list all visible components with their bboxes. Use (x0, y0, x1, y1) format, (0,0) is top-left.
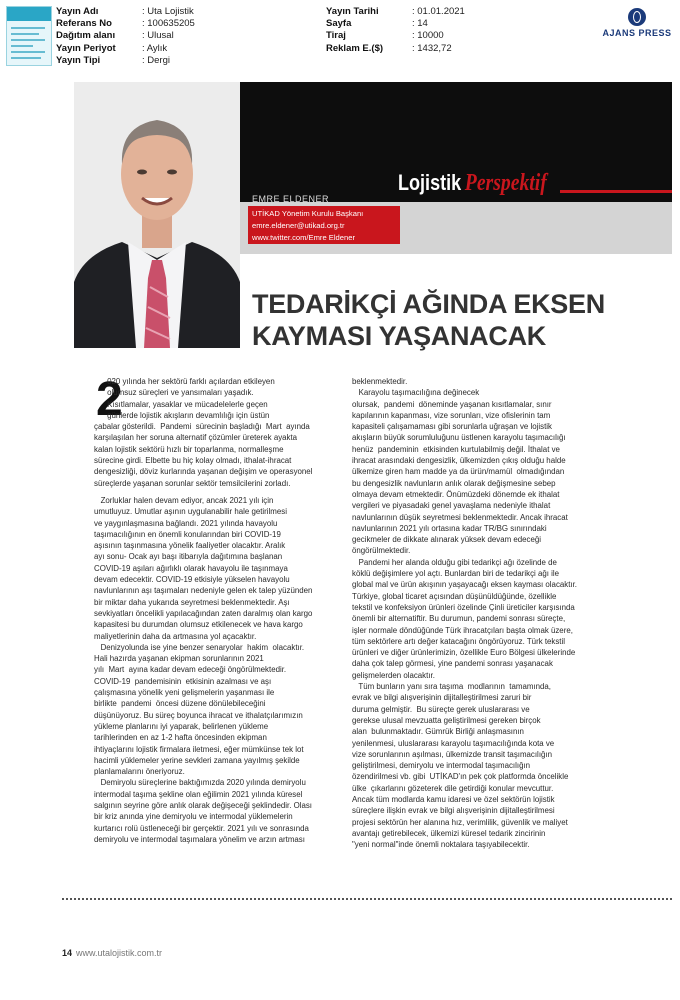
meta-label: Dağıtım alanı (56, 30, 116, 42)
body-text-line: henüz pandeminin etkisinden kurtulabilmiş değil. İthalat ve (352, 444, 560, 454)
footer-rule (62, 898, 672, 900)
body-text-line: beklenmektedir. (352, 377, 408, 386)
clipping-meta-right (326, 6, 465, 55)
body-text-line: demiryolu ve intermodal taşımalara yönelim ve arzın artması (94, 834, 305, 844)
page-footer (62, 948, 162, 958)
body-text-line: öngörülmektedir. (352, 546, 411, 556)
meta-label: Yayın Tarihi (326, 6, 379, 17)
body-text-line: günlerde lojistik akışların devamlılığı için üstün (94, 410, 270, 420)
body-text-line: "yeni normal"inde önemli noktalara taşıyabilecektir. (352, 840, 530, 850)
body-text-line: devam edecektir. COVID-19 etkisiyle yükselen havayolu (94, 575, 290, 585)
body-text-line: sürecine girdi. Elbette bu hiç kolay olmadı, ithalat-ihracat (94, 456, 292, 466)
body-text-line: projesi sektörün her alanına hız, verimlilik, güvenlik ve maliyet (352, 817, 568, 827)
headline-line: TEDARİKÇİ AĞINDA EKSEN (252, 289, 605, 319)
author-email: emre.eldener@utikad.org.tr (252, 221, 345, 230)
left-column (94, 373, 313, 845)
body-text-line: duruma gelmiştir. Bu süreçte gerek uluslararası ve (352, 704, 530, 714)
body-text-line: Karayolu taşımacılığına değinecek (352, 388, 480, 398)
body-text-line: yükleme planlarını iyi yaparak, belirlenen yükleme (94, 721, 269, 731)
body-text-line: çalışmasına yönelik yeni gelişmelerin yaşanması ile (94, 688, 275, 698)
body-text-line: planlamalarını öneriyoruz. (94, 767, 185, 777)
meta-value: : Dergi (142, 54, 170, 66)
body-text-line: gelişmelerden olacaktır. (352, 670, 435, 680)
meta-label: Tiraj (326, 30, 346, 42)
body-text-line: maliyetlerinin daha da artmasına yol açacaktır. (94, 631, 257, 641)
body-text-line: navlunlarının aşı taşımaları nedeniyle gelen ek talep yüzünden (94, 586, 313, 596)
body-text-line: bir kriz anında yine demiryolu ve intermodal yüklemelerin (94, 812, 293, 822)
body-text-line: 020 yılında her sektörü farklı açılardan etkileyen (94, 377, 275, 386)
body-text-line: sevkiyatları öncelikli yapılacağından zaten daralmış olan kargo (94, 608, 313, 618)
body-text-line: Türkiye, global ticaret açısından düşünüldüğünde, özellikle (352, 591, 557, 601)
meta-value: : Aylık (142, 42, 168, 54)
body-text-line: bir miktar daha yukarıda seyretmesi beklenmektedir. Aşı (94, 597, 290, 607)
brand-rule (560, 190, 672, 193)
meta-value: : 01.01.2021 (412, 6, 465, 17)
meta-label: Yayın Periyot (56, 42, 116, 54)
body-text-line: COVID-19 pandemisinin etkisinin azalması ve aşı (94, 676, 272, 686)
body-text-line: salgının seyrine göre anlık olarak değişeceği şeklindedir. Olası (94, 800, 312, 810)
body-text-line: kurtarıcı rolü üstleneceği bir gerçektir. 2021 yılı ve sonrasında (94, 823, 309, 833)
body-text-line: ülke çıkarlarını gözeterek dile getirdiği konular mevcuttur. (352, 783, 554, 793)
body-text-line: özendirilmesi vb. gibi UTİKAD'ın pek çok platformda öncelikle (352, 772, 569, 782)
body-text-line: Demiryolu süreçlerine baktığımızda 2020 yılında demiryolu (94, 778, 306, 788)
ajans-press-logo (600, 8, 674, 38)
column-brand (398, 170, 547, 197)
body-text-line: taşımacılığının en önemli konularından biri COVID-19 (94, 529, 281, 539)
meta-value: : Uta Lojistik (142, 6, 194, 17)
body-text-line: çabalar gösterildi. Pandemi sürecinin başladığı Mart ayında (94, 422, 310, 432)
body-text-line: navlunlarının düşük seyretmesi beklenmektedir. Ancak ihracat (352, 512, 568, 522)
meta-value: : 10000 (412, 30, 444, 42)
body-text-line: Kısıtlamalar, yasaklar ve mücadelelerle geçen (94, 399, 268, 409)
body-text-line: yenilenmesi, uluslararası karayolu taşımacılığında kota ve (352, 738, 555, 748)
body-text-line: tekstil ve konfeksiyon ürünleri özelinde Çinli üreticiler karşısında (352, 602, 575, 612)
body-text-line: global mal ve ürün akışının yaşayacağı eksen kayması olacaktır. (352, 580, 577, 590)
drop-cap: 2 (96, 373, 123, 426)
body-text-line: tarihlerinden en az 1-2 hafta öncesinden ekipman (94, 733, 267, 743)
meta-label: Sayfa (326, 18, 352, 30)
meta-value: : 14 (412, 18, 428, 30)
body-text-line: süreçlere ilişkin evrak ve bilgi alışverişinin dijitalleştirilmesi (352, 806, 555, 816)
body-text-line: alan bulunmaktadır. Gümrük Birliği anlaşmasının (352, 727, 524, 737)
author-name: EMRE ELDENER (252, 194, 330, 204)
body-text-line: umutluyuz. Umutlar aşının uygulanabilir hale getirilmesi (94, 507, 287, 517)
body-text-line: süreçlerde yaşanan sorunlar sektör temsilcilerini zorladı. (94, 478, 291, 488)
body-text-line: aşısının taşınmasına yönelik faaliyetler olacaktır. Aralık (94, 541, 286, 551)
body-text-line: geliştirilmesi, demiryolu ve intermodal taşımacılığın (352, 761, 531, 771)
body-text-line: köklü değişimlere yol açtı. Bunlardan biri de tedarikçi ağı ile (352, 569, 560, 579)
meta-value: : Ulusal (142, 30, 174, 42)
brand-word-1: Lojistik (398, 170, 462, 195)
body-text-line: kapasiteli çalışamaması gibi sorunlarla uğraşan ve lojistik (352, 422, 552, 432)
body-text-line: önemli bir alternatiftir. Bu durumun, pandemi sonrası süreçte, (352, 614, 566, 624)
body-text-line: olursak, pandemi döneminde yaşanan kısıtlamalar, sınır (352, 399, 552, 409)
body-text-line: navlunlarının 2021 yılı ortasına kadar TR/BG sınırındaki (352, 523, 547, 533)
author-twitter: www.twitter.com/Emre Eldener (252, 233, 355, 242)
body-text-line: gecikmeler de dikkate alınarak yüksek devam edeceği (352, 535, 542, 545)
logo-text: AJANS PRESS (602, 28, 672, 38)
meta-label: Reklam E.($) (326, 42, 384, 54)
body-text-line: olumsuz süreçleri ve yansımaları yaşadık. (94, 388, 254, 398)
body-text-line: hacimli yüklemeler yerine sevkleri zamana yayılmış şekilde (94, 755, 300, 765)
meta-label: Yayın Adı (56, 6, 99, 17)
body-text-line: ülkemize giren ham madde ya da ürün/mamül olmadığından (352, 467, 565, 477)
headline (252, 288, 605, 352)
globe-icon (628, 8, 646, 26)
body-text-line: ve yaygınlaşmasına bağlandı. 2021 yılında havayolu (94, 518, 278, 528)
body-text-line: daha çok talep görmesi, yine pandemi sonrası yaşanacak (352, 659, 553, 669)
body-text-line: evrak ve bilgi alışverişinin dijitalleştirilmesi zaruri bir (352, 693, 532, 703)
meta-value: : 1432,72 (412, 42, 452, 54)
body-text-line: ayı sonu- Ocak ayı başı itibarıyla dağıtımına başlanan (94, 552, 283, 562)
website: www.utalojistik.com.tr (76, 948, 163, 958)
body-text-line: ihracat arasındaki dengesizlik, ülkemizden çıkış olduğu halde (352, 456, 566, 466)
body-text-line: ihtiyaçlarını lojistik firmalara iletmesi, eğer mümkünse tek lot (94, 744, 304, 754)
body-text-line: vergileri ve piyasadaki genel yavaşlama nedeniyle ithalat (352, 501, 551, 511)
body-text-line: dengesizliği, döviz kurlarında yaşanan değişim ve operasyonel (94, 467, 313, 477)
body-text-line: COVID-19 aşıları ağırlıklı olarak havayolu ile taşınmaya (94, 563, 288, 573)
author-title: UTİKAD Yönetim Kurulu Başkanı (252, 209, 364, 218)
body-text-line: Ancak tüm modlarda kamu idaresi ve özel sektörün lojistik (352, 794, 555, 804)
body-text-line: Pandemi her alanda olduğu gibi tedarikçi ağı özelinde de (352, 557, 557, 567)
body-text-line: kapılarının kapanması, vize sorunları, vize ofislerinin tam (352, 410, 551, 420)
body-text-line: Hali hazırda yaşanan ekipman sorunlarının 2021 (94, 654, 264, 664)
body-text-line: bu dengesizlik navlunların anlık olarak değişmesine sebep (352, 478, 556, 488)
body-text-line: kalan lojistik sektörü hızlı bir toparlanma, normalleşme (94, 444, 284, 454)
clipping-header (0, 0, 680, 68)
body-text-line: intermodal taşıma şekline olan eğilimin 2021 yılında küresel (94, 789, 303, 799)
body-text-line: olmaya devam etmektedir. Önümüzdeki dönemde ek ithalat (352, 489, 560, 499)
body-text-line: yılı Mart ayına kadar devam edeceği öngörülmektedir. (94, 665, 287, 675)
body-text-line: düşünüyoruz. Bu süreç boyunca ihracat ve ithalatçılarımızın (94, 710, 303, 720)
body-text-line: birlikte pandemi öncesi düzene dönülebileceğini (94, 699, 266, 709)
body-text-line: avantajı getirebilecek, ülkemizi küresel tedarik zincirinin (352, 828, 546, 838)
body-text-line: tüm sektörlere artı değer katacağını öngörüyoruz. Türk tekstil (352, 636, 566, 646)
page-thumbnail (6, 6, 52, 66)
meta-value: : 100635205 (142, 18, 195, 30)
body-text-line: vize sorunlarının aşılması, ülkemizde transit taşımacılığın (352, 749, 552, 759)
headline-line: KAYMASI YAŞANACAK (252, 321, 546, 351)
brand-word-2: Perspektif (464, 170, 547, 196)
body-text-line: kapasitesi bu durumdan olumsuz etkilenecek ve hava kargo (94, 620, 303, 630)
author-photo (74, 82, 240, 348)
body-text-line: gerekse ulusal mevzuatta geliştirilmesi gereken birçok (352, 715, 541, 725)
body-text-line: işler normale döndüğünde Türk ihracatçıları başta olmak üzere, (352, 625, 573, 635)
page-number: 14 (62, 948, 73, 958)
body-text-line: Zorluklar halen devam ediyor, ancak 2021 yılı için (94, 495, 274, 505)
meta-label: Yayın Tipi (56, 54, 101, 66)
clipping-meta-left (56, 6, 195, 67)
body-text-line: Denizyolunda ise yine benzer senaryolar hakim olacaktır. (94, 642, 305, 652)
body-text-line: akışların büyük sorumluluğunu üstlenen karayolu taşımacılığı (352, 433, 566, 443)
body-text-line: Tüm bunların yanı sıra taşıma modlarının tamamında, (352, 682, 551, 692)
meta-label: Referans No (56, 18, 112, 30)
body-text-line: karşılaşılan her soruna alternatif çözümler üreterek ayakta (94, 433, 298, 443)
right-column (352, 376, 577, 850)
body-text-line: ürünleri ve diğer ürünlerimizin, özellikle Euro Bölgesi ülkelerinde (352, 648, 576, 658)
